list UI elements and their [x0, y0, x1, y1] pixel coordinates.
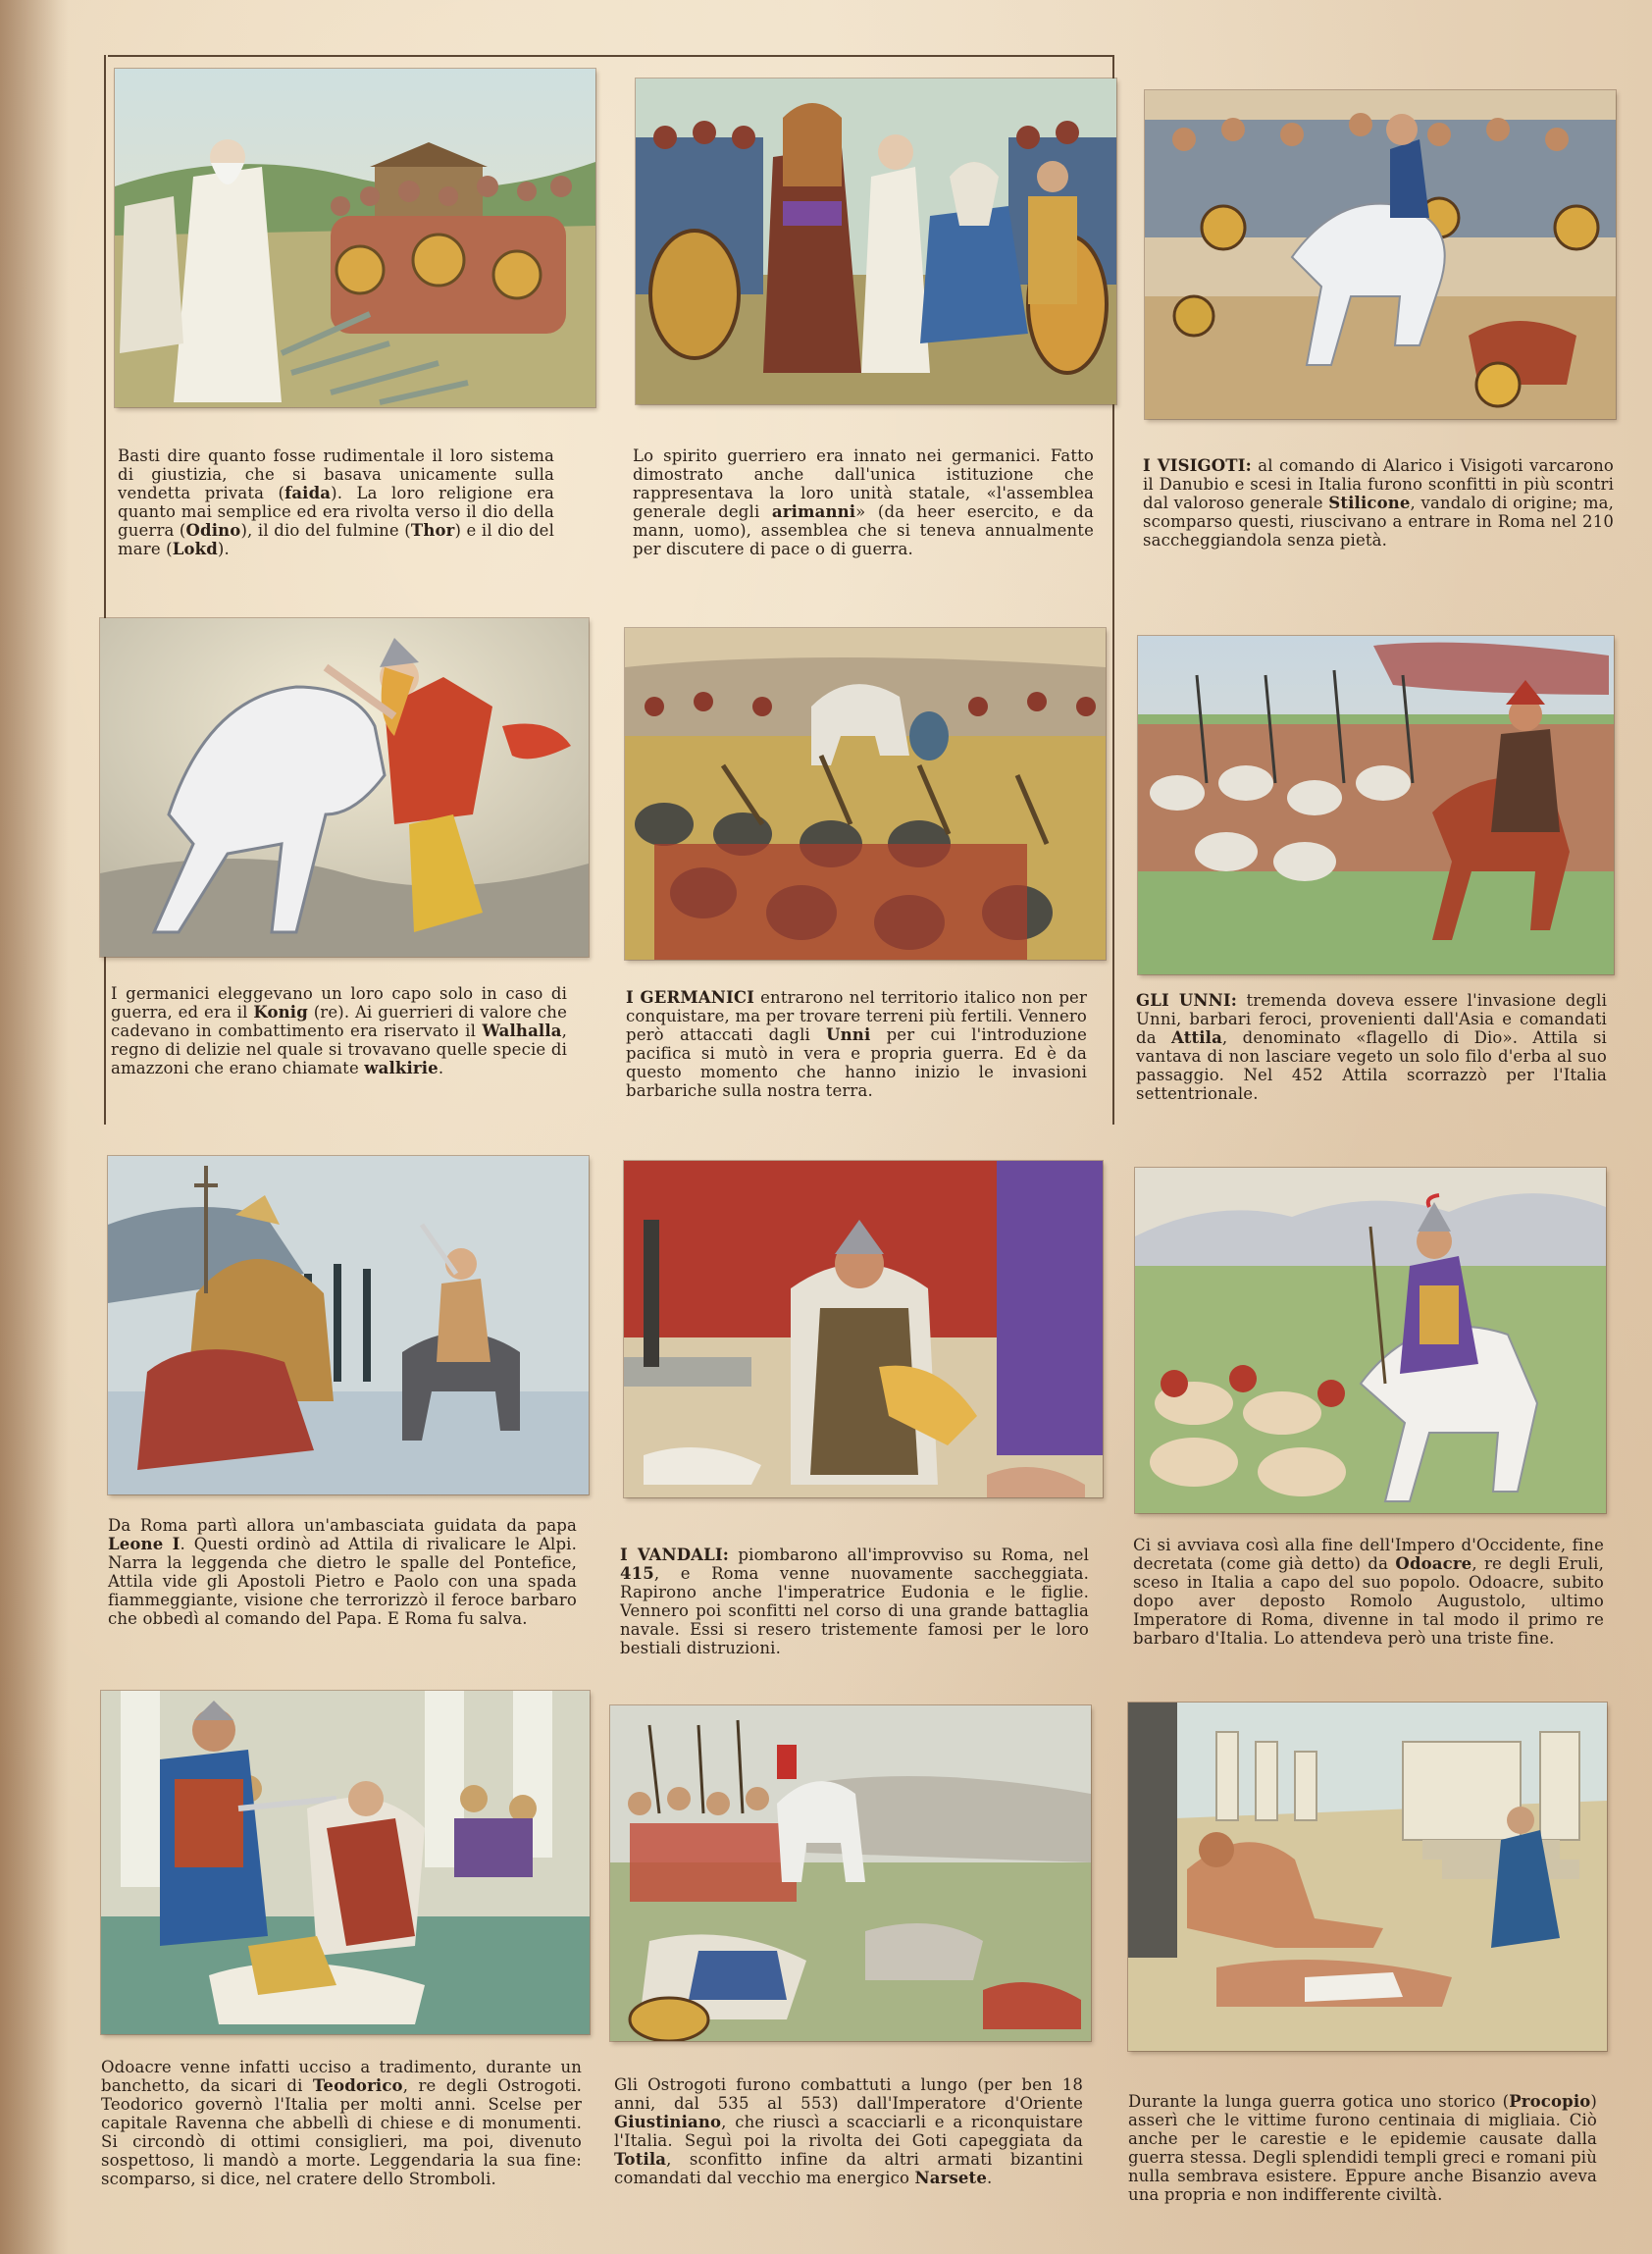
card-caption-r2c1: I germanici eleggevano un loro capo solo in caso di guerra, ed era il Konig (re). Ai guerrieri di valore che cadevano in combattimento era riservato il Walhalla, regno di delizie nel quale si trovavano quelle specie di amazzoni che erano chiamate walkirie.	[111, 984, 567, 1077]
card-image-r4c3	[1128, 1703, 1607, 2051]
pope-leo-meets-attila-illustration	[108, 1156, 589, 1494]
card-caption-r1c3: I VISIGOTI: al comando di Alarico i Visigoti varcarono il Danubio e scesi in Italia furono sconfitti in più scontri dal valoroso generale Stilicone, vandalo di origine; ma, scomparso questi, riuscivano a entrare in Roma nel 210 saccheggiandola senza pietà.	[1143, 456, 1614, 550]
card-image-r3c3	[1135, 1168, 1606, 1513]
card-image-r1c2	[636, 79, 1116, 404]
ruins-after-war-illustration	[1128, 1703, 1607, 2051]
card-image-r3c2	[624, 1161, 1103, 1497]
hun-horde-charge-illustration	[1138, 636, 1614, 974]
odoacer-on-horseback-illustration	[1135, 1168, 1606, 1513]
card-caption-r2c2: I GERMANICI entrarono nel territorio italico non per conquistare, ma per trovare terreni più fertili. Vennero però attaccati dagli Unni per cui l'introduzione pacifica si mutò in vera e propria guerra. Ed è da questo momento che hanno inizio le invasioni barbariche sulla nostra terra.	[626, 988, 1087, 1100]
card-image-r1c1	[115, 69, 595, 407]
valkyrie-on-white-horse-illustration	[100, 618, 589, 957]
card-caption-r1c2: Lo spirito guerriero era innato nei germanici. Fatto dimostrato anche dall'unica istituzione che rappresentava la loro unità statale, «l'assemblea generale degli arimanni» (da heer esercito, e da mann, uomo), assemblea che si teneva annualmente per discutere di pace o di guerra.	[633, 446, 1095, 558]
card-image-r2c1	[100, 618, 589, 957]
card-caption-r3c3: Ci si avviava così alla fine dell'Impero d'Occidente, fine decretata (come già detto) da Odoacre, re degli Eruli, sceso in Italia a capo del suo popolo. Odoacre, subito dopo aver deposto Romolo Augustolo, ultimo Imperatore di Roma, divenne in tal modo il primo re barbaro d'Italia. Lo attendeva però una triste fine.	[1133, 1536, 1604, 1648]
card-image-r3c1	[108, 1156, 589, 1494]
card-caption-r1c1: Basti dire quanto fosse rudimentale il loro sistema di giustizia, che si basava unicamente sulla vendetta privata (faida). La loro religione era quanto mai semplice ed era rivolta verso il dio della guerra (Odino), il dio del fulmine (Thor) e il dio del mare (Lokd).	[118, 446, 554, 558]
page-spine-shadow	[0, 0, 69, 2254]
card-image-r2c3	[1138, 636, 1614, 974]
card-caption-r3c1: Da Roma partì allora un'ambasciata guidata da papa Leone I. Questi ordinò ad Attila di rivalicare le Alpi. Narra la leggenda che dietro le spalle del Pontefice, Attila vide gli Apostoli Pietro e Paolo con una spada fiammeggiante, visione che terrorizzò il feroce barbaro che obbedì al comando del Papa. E Roma fu salva.	[108, 1516, 577, 1628]
frame-line-left	[104, 55, 106, 1125]
card-image-r1c3	[1145, 90, 1616, 419]
roman-legion-vs-germanic-riders-illustration	[625, 628, 1106, 960]
frame-line-top	[108, 55, 1113, 57]
card-caption-r4c1: Odoacre venne infatti ucciso a tradimento, durante un banchetto, da sicari di Teodorico, re degli Ostrogoti. Teodorico governò l'Italia per molti anni. Scelse per capitale Ravenna che abbellì di chiese e di monumenti. Si circondò di ottimi consiglieri, ma poi, divenuto sospettoso, li mandò a morte. Leggendaria la sua fine: scomparso, si dice, nel cratere dello Stromboli.	[101, 2058, 582, 2188]
germanic-priest-assembly-illustration	[115, 69, 595, 407]
card-image-r4c2	[610, 1705, 1091, 2041]
assassination-at-banquet-illustration	[101, 1691, 590, 2034]
arimanni-assembly-illustration	[636, 79, 1116, 404]
gothic-war-battlefield-illustration	[610, 1705, 1091, 2041]
card-caption-r3c2: I VANDALI: piombarono all'improvviso su Roma, nel 415, e Roma venne nuovamente saccheggiata. Rapirono anche l'imperatrice Eudonia e le figlie. Vennero poi sconfitti nel corso di una grande battaglia navale. Essi si resero tristemente famosi per le loro bestiali distruzioni.	[620, 1546, 1089, 1657]
card-image-r4c1	[101, 1691, 590, 2034]
card-caption-r2c3: GLI UNNI: tremenda doveva essere l'invasione degli Unni, barbari feroci, provenienti dall'Asia e comandati da Attila, denominato «flagello di Dio». Attila si vantava di non lasciare vegeto un solo filo d'erba al suo passaggio. Nel 452 Attila scorrazzò per l'Italia settentrionale.	[1136, 991, 1607, 1103]
vandal-sack-of-rome-illustration	[624, 1161, 1103, 1497]
card-image-r2c2	[625, 628, 1106, 960]
visigoth-cavalry-charge-illustration	[1145, 90, 1616, 419]
card-caption-r4c3: Durante la lunga guerra gotica uno storico (Procopio) asserì che le vittime furono centinaia di migliaia. Ciò anche per le carestie e le epidemie causate dalla guerra stessa. Degli splendidi templi greci e romani più nulla sembrava esistere. Eppure anche Bisanzio aveva una propria e non indifferente civiltà.	[1128, 2092, 1597, 2204]
card-caption-r4c2: Gli Ostrogoti furono combattuti a lungo (per ben 18 anni, dal 535 al 553) dall'Imperatore d'Oriente Giustiniano, che riuscì a scacciarli e a riconquistare l'Italia. Seguì poi la rivolta dei Goti capeggiata da Totila, sconfitto infine da altri armati bizantini comandati dal vecchio ma energico Narsete.	[614, 2075, 1083, 2187]
